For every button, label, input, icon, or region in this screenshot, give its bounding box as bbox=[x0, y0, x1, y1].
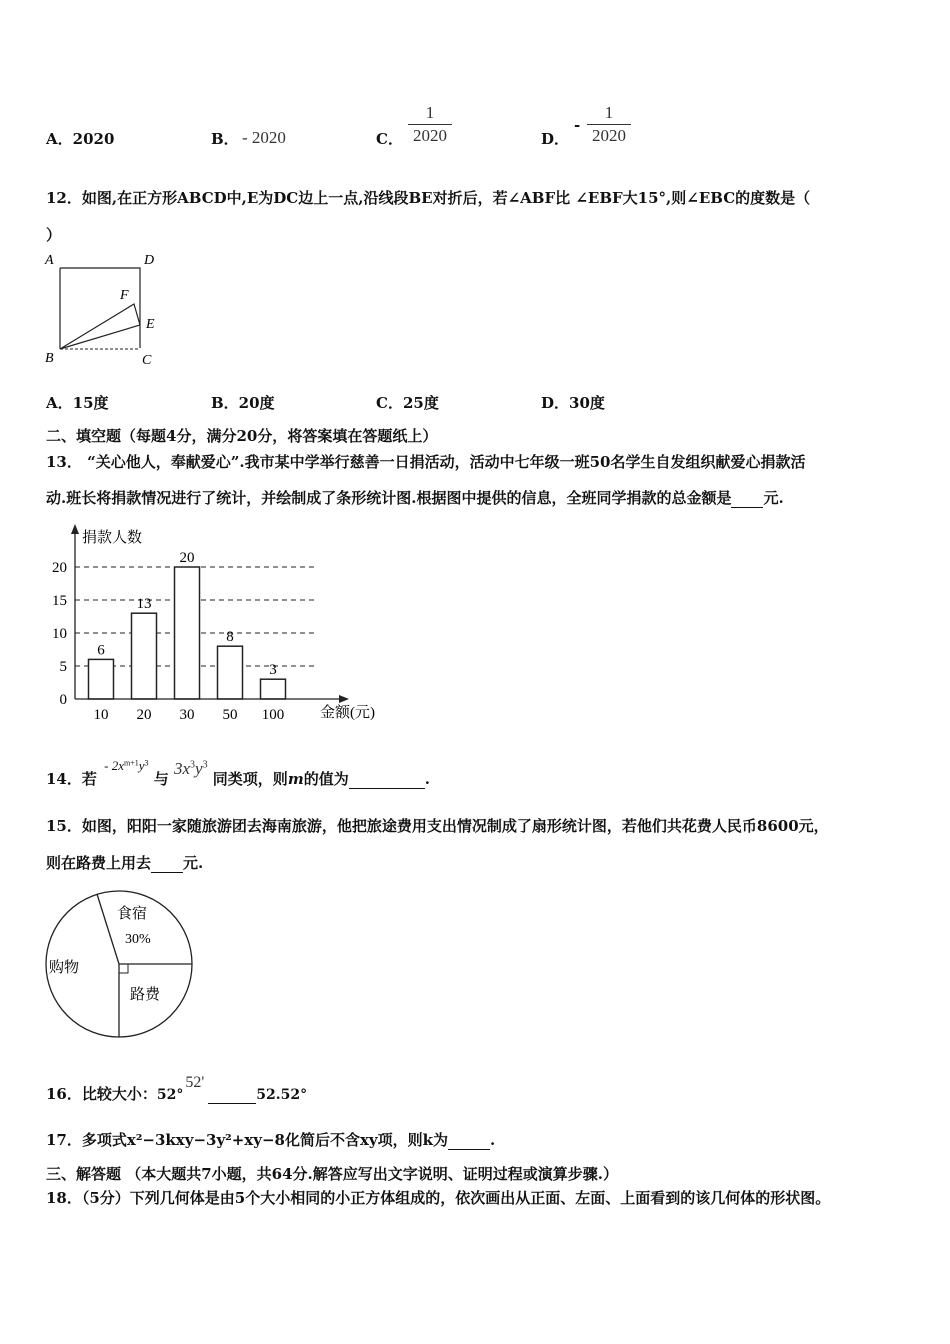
q16-degree: 52° bbox=[156, 1087, 184, 1103]
q15-stem-line1: 15．如图，阳阳一家随旅游团去海南旅游，他把旅途费用支出情况制成了扇形统计图，若他们共花费人民币8600元， bbox=[46, 817, 829, 835]
term1-exponent: m+1 bbox=[123, 758, 139, 768]
q13-text-end: 元. bbox=[763, 489, 784, 507]
term2-y: y bbox=[195, 759, 203, 778]
q15-text: 则在路费上用去 bbox=[46, 854, 152, 872]
q13-stem-line2 bbox=[46, 487, 784, 508]
pie-label-travel: 路费 bbox=[130, 987, 161, 1003]
folded-triangle bbox=[60, 304, 140, 349]
fraction-numerator: 1 bbox=[425, 103, 435, 122]
right-angle-marker bbox=[119, 964, 128, 973]
q17-end: . bbox=[490, 1131, 496, 1149]
fraction-bar bbox=[408, 124, 452, 125]
term2-y-exponent: 3 bbox=[202, 759, 208, 771]
q16-minutes-superscript: 52' bbox=[185, 1074, 205, 1091]
option-label: C． bbox=[376, 130, 403, 148]
fraction-denominator: 2020 bbox=[592, 126, 626, 145]
chart-y-axis-label: 捐款人数 bbox=[82, 530, 143, 546]
q14-mid: 与 bbox=[153, 770, 169, 788]
x-tick-label: 20 bbox=[136, 707, 152, 723]
q11-option-c bbox=[376, 128, 403, 149]
chart-bars bbox=[89, 550, 286, 723]
bar-value-label: 20 bbox=[179, 550, 195, 566]
q18-stem: 18．（5分）下列几何体是由5个大小相同的小正方体组成的，依次画出从正面、左面、上面看到的该几何体的形状图。 bbox=[46, 1189, 831, 1207]
y-tick-label: 5 bbox=[59, 659, 67, 675]
label-d: D bbox=[144, 253, 155, 268]
section2-title: 二、填空题（每题4分，满分20分，将答案填在答题纸上） bbox=[46, 427, 438, 445]
q12-square-figure bbox=[40, 248, 170, 370]
q14-answer-blank bbox=[349, 770, 425, 789]
bar bbox=[89, 659, 114, 699]
y-tick-label: 10 bbox=[52, 626, 67, 642]
pie-label-food-percent: 30% bbox=[125, 932, 151, 947]
q15-stem-line2 bbox=[46, 852, 203, 873]
q13-stem-line1: 13． “关心他人，奉献爱心”.我市某中学举行慈善一日捐活动，活动中七年级一班50名学生自发组织献爱心捐款活 bbox=[46, 453, 806, 471]
q15-text-end: 元. bbox=[183, 854, 204, 872]
q17-text: 17．多项式x²−3kxy−3y²+xy−8化简后不含xy项，则k为 bbox=[46, 1131, 449, 1149]
label-b: B bbox=[45, 351, 54, 366]
q14-suffix bbox=[213, 770, 430, 788]
bar bbox=[261, 679, 286, 699]
bar bbox=[175, 567, 200, 699]
fraction-bar bbox=[587, 124, 631, 125]
q16-stem bbox=[46, 1074, 308, 1104]
y-tick-label: 0 bbox=[59, 692, 67, 708]
y-tick-label: 20 bbox=[52, 560, 67, 576]
q12-stem-line2: ） bbox=[46, 226, 62, 244]
x-tick-label: 50 bbox=[222, 707, 238, 723]
q14-prefix: 14．若 bbox=[46, 770, 97, 788]
bar-value-label: 13 bbox=[136, 596, 152, 613]
term1-y-exponent: 3 bbox=[144, 758, 149, 768]
label-e: E bbox=[146, 317, 155, 332]
q11-option-b bbox=[211, 128, 239, 149]
q12-stem-line1: 12．如图,在正方形ABCD中,E为DC边上一点,沿线段BE对折后，若∠ABF比 ∠EBF大15°,则∠EBC的度数是（ bbox=[46, 189, 811, 207]
q17-answer-blank bbox=[448, 1131, 490, 1150]
q16-answer-blank bbox=[208, 1085, 256, 1104]
term1-y: y bbox=[138, 758, 145, 773]
bar-value-label: 8 bbox=[226, 629, 234, 646]
x-tick-label: 10 bbox=[93, 707, 109, 723]
q12-option-d: D．30度 bbox=[541, 394, 605, 412]
q11-option-b-value: - 2020 bbox=[242, 128, 286, 147]
option-label: B． bbox=[211, 130, 239, 148]
option-label: A． bbox=[46, 130, 73, 148]
q11-option-d bbox=[541, 128, 569, 149]
pie-label-shopping: 购物 bbox=[49, 960, 80, 976]
q14-end: . bbox=[424, 770, 430, 788]
bar bbox=[132, 613, 157, 699]
q14-stem bbox=[46, 760, 430, 790]
pie-divider-top bbox=[97, 894, 119, 964]
q14-suffix-after: 的值为 bbox=[303, 770, 349, 788]
q12-option-b: B．20度 bbox=[211, 394, 275, 412]
section3-title: 三、解答题 （本大题共7小题，共64分.解答应写出文字说明、证明过程或演算步骤.） bbox=[46, 1165, 618, 1183]
x-tick-label: 100 bbox=[261, 707, 285, 723]
q12-option-c: C．25度 bbox=[376, 394, 439, 412]
q14-variable: m bbox=[287, 770, 304, 788]
q14-term1 bbox=[104, 758, 149, 773]
q15-pie-chart bbox=[40, 888, 200, 1043]
bar bbox=[218, 646, 243, 699]
q11-option-d-fraction bbox=[587, 103, 631, 146]
q11-option-a bbox=[46, 128, 114, 149]
y-axis-arrow bbox=[71, 524, 79, 534]
fraction-denominator: 2020 bbox=[413, 126, 447, 145]
q13-answer-blank bbox=[731, 489, 763, 508]
q13-text: 动.班长将捐款情况进行了统计，并绘制成了条形统计图.根据图中提供的信息，全班同学捐款的总金额是 bbox=[46, 489, 732, 507]
q11-option-d-sign: - bbox=[574, 116, 581, 134]
fraction-numerator: 1 bbox=[604, 103, 614, 122]
q14-term2 bbox=[174, 759, 208, 778]
pie-label-food: 食宿 bbox=[117, 906, 148, 922]
x-axis-arrow bbox=[339, 695, 349, 703]
x-tick-label: 30 bbox=[179, 707, 195, 723]
term2-exponent: 3 bbox=[190, 759, 196, 771]
q17-stem bbox=[46, 1129, 495, 1150]
q14-suffix-text: 同类项，则 bbox=[212, 770, 288, 788]
q11-option-c-fraction bbox=[408, 103, 452, 146]
label-f: F bbox=[120, 288, 129, 303]
term2-base: 3x bbox=[173, 759, 191, 778]
option-value: 2020 bbox=[72, 130, 115, 148]
term1-base: - 2x bbox=[104, 758, 124, 773]
q13-bar-chart bbox=[40, 520, 390, 730]
q15-answer-blank bbox=[151, 854, 183, 873]
option-label: D． bbox=[541, 130, 570, 148]
chart-x-axis-label: 金额(元) bbox=[320, 705, 375, 721]
bar-value-label: 3 bbox=[269, 662, 277, 679]
q16-prefix: 16．比较大小： bbox=[46, 1085, 157, 1103]
label-a: A bbox=[45, 253, 54, 268]
q16-compare-value: 52.52° bbox=[256, 1087, 308, 1103]
q12-option-a: A．15度 bbox=[46, 394, 109, 412]
label-c: C bbox=[142, 353, 152, 368]
y-tick-label: 15 bbox=[52, 593, 67, 609]
bar-value-label: 6 bbox=[97, 642, 105, 659]
